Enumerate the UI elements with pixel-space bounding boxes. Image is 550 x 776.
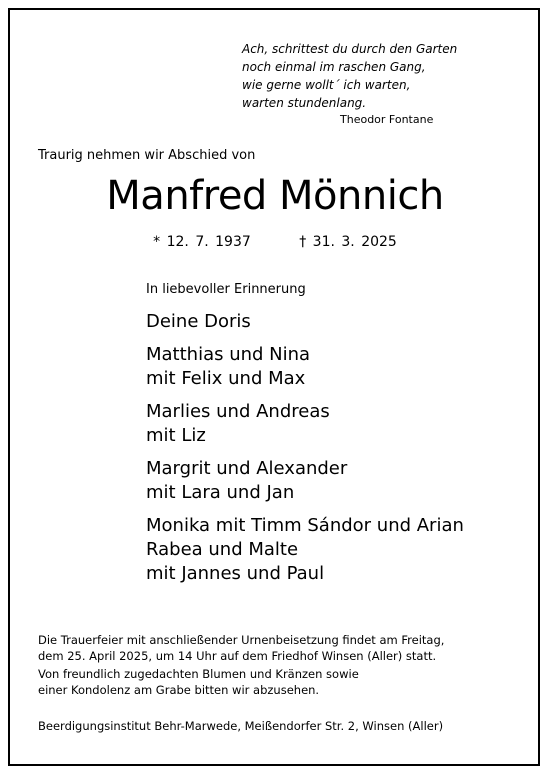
poem-author: Theodor Fontane <box>340 113 434 126</box>
deceased-name: Manfred Mönnich <box>106 173 444 219</box>
family-group <box>146 514 464 586</box>
notice-line: Die Trauerfeier mit anschließender Urnenbeisetzung findet am Freitag, <box>38 633 445 647</box>
family-line: Marlies und Andreas <box>146 401 330 422</box>
poem-line: warten stundenlang. <box>242 96 367 110</box>
family-line: Monika mit Timm Sándor und Arian <box>146 515 464 536</box>
family-group <box>146 310 464 334</box>
family-line: mit Liz <box>146 425 206 446</box>
intro-text: Traurig nehmen wir Abschied von <box>38 148 256 163</box>
funeral-notice <box>38 632 444 698</box>
memory-line: In liebevoller Erinnerung <box>146 282 306 297</box>
notice-line: dem 25. April 2025, um 14 Uhr auf dem Friedhof Winsen (Aller) statt. <box>38 649 437 663</box>
death-date: † 31. 3. 2025 <box>299 234 397 250</box>
poem-line: wie gerne wollt´ ich warten, <box>242 78 411 92</box>
poem-line: noch einmal im raschen Gang, <box>242 60 426 74</box>
family-group <box>146 457 464 505</box>
family-line: Rabea und Malte <box>146 539 299 560</box>
poem <box>242 40 457 112</box>
life-dates <box>0 234 550 250</box>
family-line: mit Felix und Max <box>146 368 306 389</box>
funeral-home: Beerdigungsinstitut Behr-Marwede, Meißendorfer Str. 2, Winsen (Aller) <box>38 719 444 733</box>
family-group <box>146 400 464 448</box>
family-line: mit Lara und Jan <box>146 482 295 503</box>
family-list <box>146 310 464 595</box>
family-group <box>146 343 464 391</box>
notice-line: einer Kondolenz am Grabe bitten wir abzusehen. <box>38 683 320 697</box>
birth-date: * 12. 7. 1937 <box>153 234 251 250</box>
family-line: Deine Doris <box>146 311 251 332</box>
poem-line: Ach, schrittest du durch den Garten <box>242 42 458 56</box>
family-line: Matthias und Nina <box>146 344 311 365</box>
notice-line: Von freundlich zugedachten Blumen und Kränzen sowie <box>38 667 359 681</box>
family-line: Margrit und Alexander <box>146 458 348 479</box>
family-line: mit Jannes und Paul <box>146 563 325 584</box>
